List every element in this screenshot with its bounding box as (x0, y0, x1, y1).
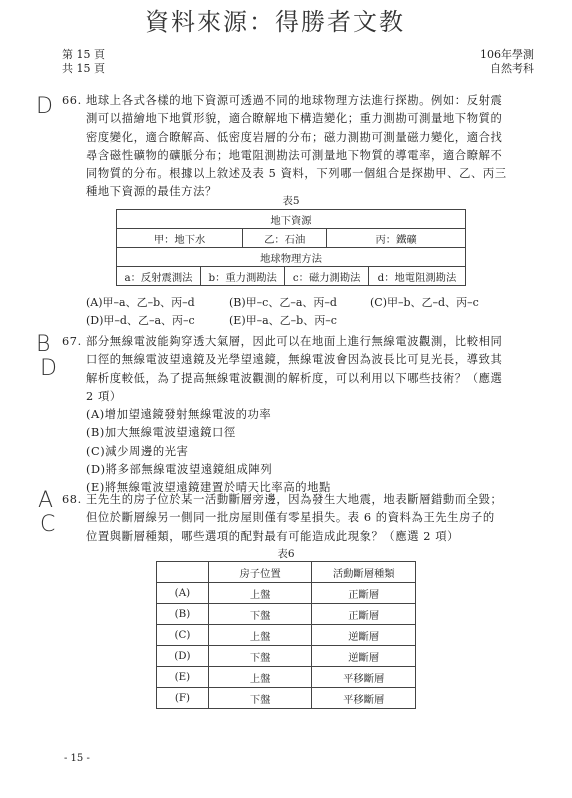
question-67 (62, 333, 508, 498)
question-number: 67. (62, 335, 82, 348)
question-line: 測可以描繪地下地質形貌，適合瞭解地下構造變化；重力測勘可測量地下物質的 (86, 112, 503, 126)
question-line: 王先生的房子位於某一活動斷層旁邊，因為發生大地震，地表斷層錯動而全毀； (86, 493, 503, 506)
question-line: 部分無線電波能夠穿透大氣層，因此可以在地面上進行無線電波觀測，比較相同 (86, 335, 503, 348)
option-e[interactable]: (E)甲–a、乙–b、丙–c (229, 314, 337, 327)
table-row (157, 583, 416, 604)
question-line: 同物質的分布。根據以上敘述及表 5 資料，下列哪一個組合是探勘甲、乙、丙三 (86, 167, 507, 181)
option-label[interactable]: (C) (157, 625, 209, 646)
option-e[interactable]: (E)將無線電波望遠鏡建置於晴天比率高的地點 (86, 481, 331, 495)
question-line: 但位於斷層線另一側同一批房屋則僅有零星損失。表 6 的資料為王先生房子的 (86, 511, 495, 525)
page-footer-number: - 15 - (64, 753, 90, 764)
fault-type: 平移斷層 (312, 688, 416, 709)
table-cell-method: c：磁力測勘法 (285, 267, 369, 286)
question-line: 位置與斷層種類，哪些選項的配對最有可能造成此現象？（應選 2 項） (86, 529, 460, 543)
question-text (86, 333, 508, 498)
table-cell-method: d：地電阻測勘法 (368, 267, 465, 286)
handwritten-answer-q68-first: A (38, 488, 54, 513)
question-text (86, 491, 508, 546)
fault-type: 逆斷層 (312, 625, 416, 646)
question-number: 68. (62, 493, 82, 506)
table-header-cell: 房子位置 (208, 562, 312, 583)
house-position: 下盤 (208, 604, 312, 625)
question-line: 尋含磁性礦物的礦脈分布；地電阻測勘法可測量地下物質的導電率，適合瞭解不 (86, 148, 503, 162)
question-line: 種地下資源的最佳方法？ (86, 185, 217, 199)
question-line: 解析度較低，為了提高無線電波觀測的解析度，可以利用以下哪些技術？（應選 (86, 371, 503, 385)
question-68 (62, 491, 508, 546)
table-header-cell (157, 562, 209, 583)
question-line: 地球上各式各樣的地下資源可透過不同的地球物理方法進行探勘。例如：反射震 (86, 94, 503, 107)
option-label[interactable]: (A) (157, 583, 209, 604)
option-label[interactable]: (D) (157, 646, 209, 667)
question-line: 口徑的無線電波望遠鏡及光學望遠鏡，無線電波會因為波長比可見光長，導致其 (86, 353, 503, 367)
table-6 (156, 561, 416, 709)
table-row (157, 604, 416, 625)
question-66 (62, 92, 508, 202)
table-cell-resource: 丙：鐵礦 (327, 229, 466, 248)
option-label[interactable]: (B) (157, 604, 209, 625)
page-current: 第 15 頁 (62, 48, 105, 61)
option-c[interactable]: (C)減少周邊的光害 (86, 444, 189, 458)
house-position: 上盤 (208, 625, 312, 646)
handwritten-answer-q67-first: B (36, 332, 51, 357)
exam-title: 106年學測 (480, 48, 534, 61)
question-number: 66. (62, 94, 82, 107)
table-row (157, 667, 416, 688)
handwritten-answer-q68-second: C (40, 512, 56, 537)
fault-type: 正斷層 (312, 604, 416, 625)
option-b[interactable]: (B)加大無線電波望遠鏡口徑 (86, 426, 236, 440)
table-6-caption: 表6 (277, 548, 295, 560)
handwritten-source-title (140, 4, 410, 38)
option-label[interactable]: (E) (157, 667, 209, 688)
option-d[interactable]: (D)甲–d、乙–a、丙–c (86, 314, 195, 327)
option-label[interactable]: (F) (157, 688, 209, 709)
table-header-cell: 活動斷層種類 (312, 562, 416, 583)
exam-subject: 自然考科 (490, 62, 534, 75)
house-position: 上盤 (208, 667, 312, 688)
handwritten-answer-q66: D (36, 94, 53, 119)
option-b[interactable]: (B)甲–c、乙–a、丙–d (229, 296, 337, 309)
svg-text:資料來源：得勝者文教: 資料來源：得勝者文教 (145, 8, 405, 36)
table-cell-method: a：反射震測法 (117, 267, 201, 286)
option-a[interactable]: (A)甲–a、乙–b、丙–d (86, 296, 195, 309)
table-header-resources: 地下資源 (117, 210, 466, 229)
fault-type: 正斷層 (312, 583, 416, 604)
exam-info-right (480, 48, 534, 76)
table-row (157, 646, 416, 667)
table-row (157, 688, 416, 709)
house-position: 下盤 (208, 688, 312, 709)
table-header-methods: 地球物理方法 (117, 248, 466, 267)
option-d[interactable]: (D)將多部無線電波望遠鏡組成陣列 (86, 463, 273, 477)
table-row (157, 625, 416, 646)
question-line: 密度變化，適合瞭解高、低密度岩層的分布；磁力測勘可測量磁力變化，適合找 (86, 130, 503, 144)
option-c[interactable]: (C)甲–b、乙–d、丙–c (370, 296, 479, 309)
table-cell-resource: 乙：石油 (243, 229, 327, 248)
table-5-caption: 表5 (282, 195, 300, 207)
house-position: 下盤 (208, 646, 312, 667)
question-text (86, 92, 508, 202)
table-cell-resource: 甲：地下水 (117, 229, 243, 248)
fault-type: 逆斷層 (312, 646, 416, 667)
page-info-left (62, 48, 105, 76)
question-line: 2 項） (86, 389, 122, 403)
question-66-options (86, 294, 506, 330)
house-position: 上盤 (208, 583, 312, 604)
handwritten-answer-q67-second: D (40, 356, 57, 381)
page-total: 共 15 頁 (62, 62, 105, 75)
fault-type: 平移斷層 (312, 667, 416, 688)
table-5 (116, 209, 466, 286)
table-cell-method: b：重力測勘法 (200, 267, 284, 286)
option-a[interactable]: (A)增加望遠鏡發射無線電波的功率 (86, 408, 272, 422)
